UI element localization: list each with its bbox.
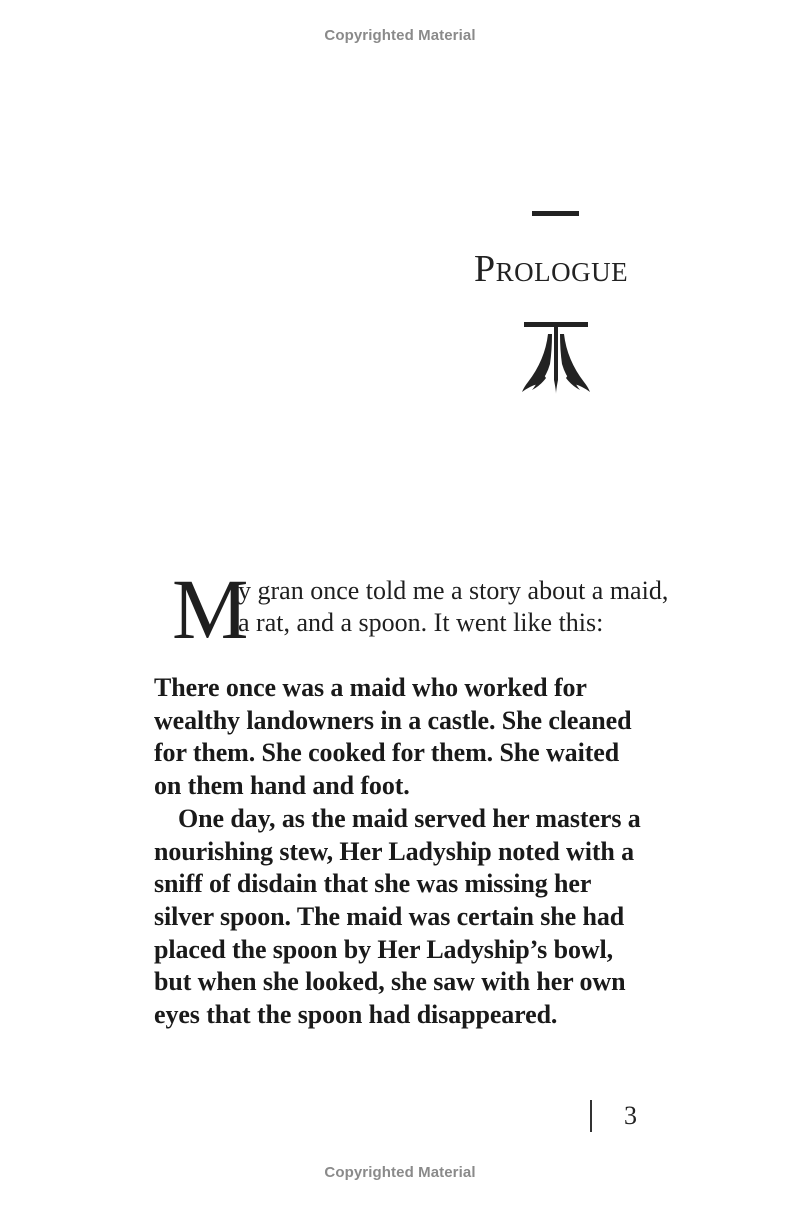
story-line: sniff of disdain that she was missing her — [154, 869, 592, 899]
story-line: but when she looked, she saw with her own — [154, 967, 626, 997]
fleur-ornament-icon — [520, 320, 592, 396]
story-line: There once was a maid who worked for — [154, 673, 587, 702]
chapter-divider-bar — [532, 211, 579, 216]
page-number-divider — [590, 1100, 592, 1132]
drop-cap: M — [172, 561, 249, 657]
opening-line-1: y gran once told me a story about a maid, — [238, 576, 669, 605]
story-text — [154, 672, 674, 1032]
page-number: 3 — [624, 1101, 637, 1130]
story-line: wealthy landowners in a castle. She cleaned — [154, 705, 632, 735]
story-line: nourishing stew, Her Ladyship noted with a — [154, 836, 635, 866]
story-line: placed the spoon by Her Ladyship’s bowl, — [154, 934, 614, 964]
chapter-title: Prologue — [474, 248, 629, 290]
story-line: on them hand and foot. — [154, 771, 410, 801]
copyright-watermark-bottom: Copyrighted Material — [324, 1164, 476, 1181]
story-line: eyes that the spoon had disappeared. — [154, 1000, 558, 1030]
copyright-watermark-top: Copyrighted Material — [324, 27, 476, 44]
story-line: for them. She cooked for them. She waited — [154, 738, 620, 768]
story-line: One day, as the maid served her masters a — [178, 803, 641, 833]
story-line: silver spoon. The maid was certain she had — [154, 901, 625, 931]
opening-line-2: a rat, and a spoon. It went like this: — [238, 608, 604, 637]
